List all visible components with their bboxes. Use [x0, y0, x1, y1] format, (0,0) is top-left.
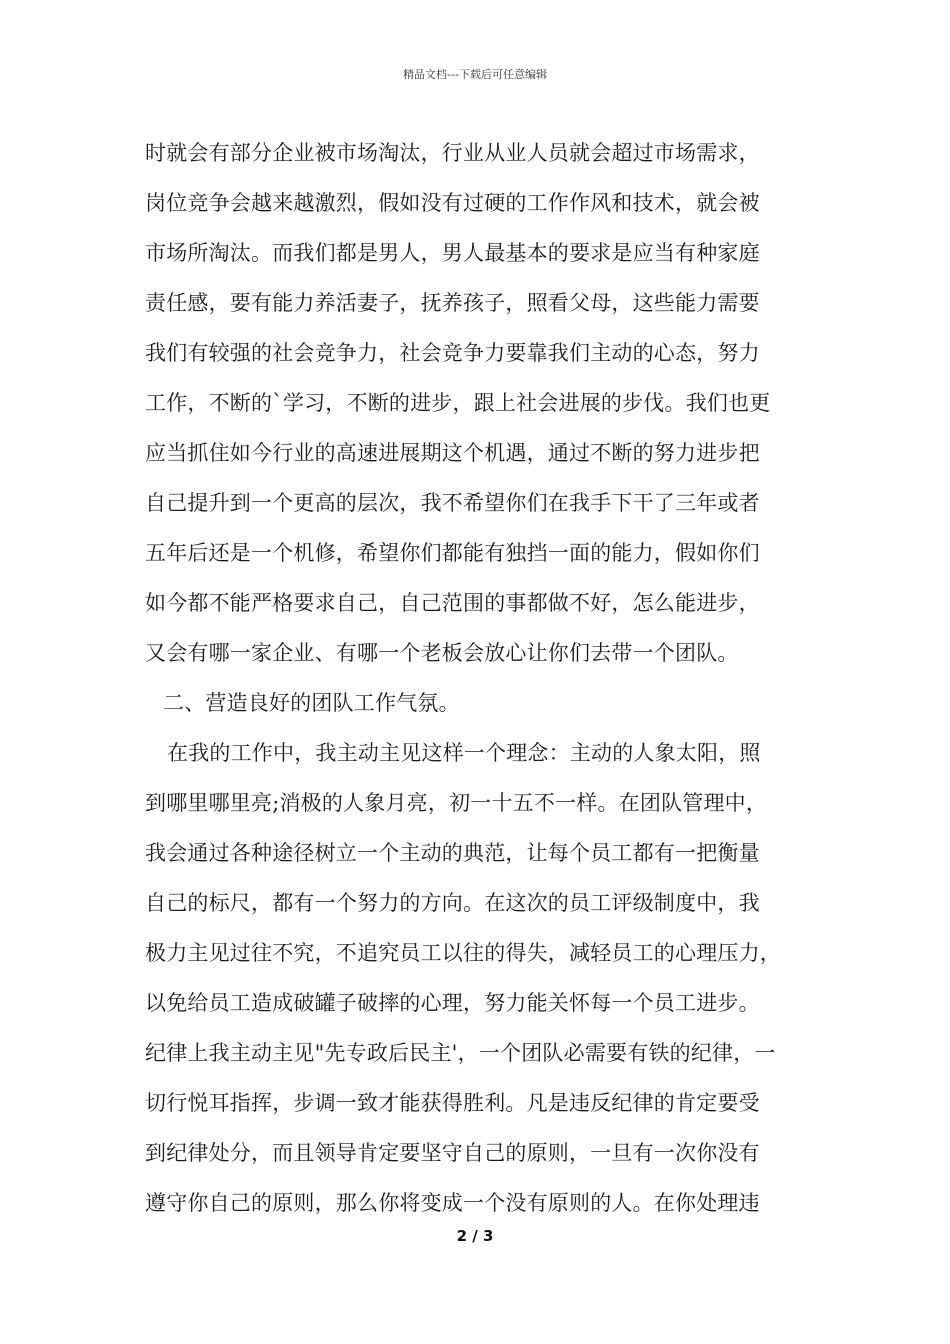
- text-line: 责任感，要有能力养活妻子，抚养孩子，照看父母，这些能力需要: [145, 291, 760, 315]
- document-body: [145, 128, 815, 1228]
- text-line: 到哪里哪里亮;消极的人象月亮，初一十五不一样。在团队管理中，: [145, 791, 768, 815]
- text-line: 遵守你自己的原则，那么你将变成一个没有原则的人。在你处理违: [145, 1191, 760, 1215]
- text-line: 自己的标尺，都有一个努力的方向。在这次的员工评级制度中，我: [145, 891, 760, 915]
- text-line: 纪律上我主动主见"先专政后民主'，一个团队必需要有铁的纪律，一: [145, 1041, 776, 1065]
- text-line: 岗位竞争会越来越激烈，假如没有过硬的工作作风和技术，就会被: [145, 191, 760, 215]
- text-line: 应当抓住如今行业的高速进展期这个机遇，通过不断的努力进步把: [145, 441, 760, 465]
- section-heading: 二、营造良好的团队工作气氛。: [163, 691, 460, 715]
- text-line: 以免给员工造成破罐子破摔的心理，努力能关怀每一个员工进步。: [145, 991, 760, 1015]
- page-header: 精品文档---下载后可任意编辑: [403, 68, 547, 81]
- paragraph-first-line: 在我的工作中，我主动主见这样一个理念：主动的人象太阳，照: [167, 741, 761, 765]
- text-line: 如今都不能严格要求自己，自己范围的事都做不好，怎么能进步，: [145, 591, 760, 615]
- text-line: 工作，不断的`学习，不断的进步，跟上社会进展的步伐。我们也更: [145, 391, 771, 415]
- text-line: 极力主见过往不究，不追究员工以往的得失，减轻员工的心理压力，: [145, 941, 781, 965]
- text-line: 切行悦耳指挥，步调一致才能获得胜利。凡是违反纪律的肯定要受: [145, 1091, 760, 1115]
- text-line: 我会通过各种途径树立一个主动的典范，让每个员工都有一把衡量: [145, 841, 760, 865]
- text-line: 自己提升到一个更高的层次，我不希望你们在我手下干了三年或者: [145, 491, 760, 515]
- text-line: 时就会有部分企业被市场淘汰，行业从业人员就会超过市场需求，: [145, 141, 760, 165]
- text-line: 我们有较强的社会竞争力，社会竞争力要靠我们主动的心态，努力: [145, 341, 760, 365]
- text-line: 到纪律处分，而且领导肯定要坚守自己的原则，一旦有一次你没有: [145, 1141, 760, 1165]
- text-line: 五年后还是一个机修，希望你们都能有独挡一面的能力，假如你们: [145, 541, 760, 565]
- page-number: 2 / 3: [456, 1227, 494, 1245]
- text-line: 又会有哪一家企业、有哪一个老板会放心让你们去带一个团队。: [145, 641, 739, 665]
- text-line: 市场所淘汰。而我们都是男人，男人最基本的要求是应当有种家庭: [145, 241, 760, 265]
